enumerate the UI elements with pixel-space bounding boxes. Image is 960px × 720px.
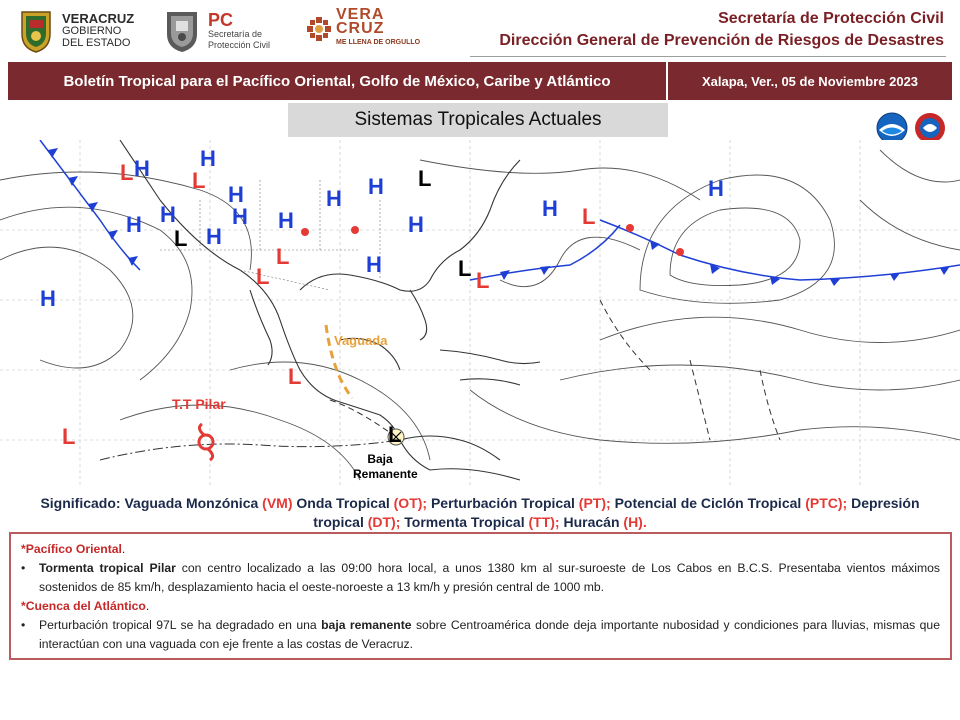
header-divider <box>470 56 946 57</box>
svg-text:L: L <box>388 422 402 447</box>
svg-text:H: H <box>228 182 244 207</box>
notes-box <box>9 532 952 660</box>
organization-title <box>499 8 944 52</box>
veracruz-logo-line1: VERACRUZ <box>62 11 135 26</box>
svg-text:H: H <box>368 174 384 199</box>
veracruz-emblem-icon <box>306 16 332 42</box>
svg-text:H: H <box>542 196 558 221</box>
pc-logo-line1: Secretaría de <box>208 29 263 39</box>
legend-prefix: Significado: <box>40 495 121 511</box>
svg-text:L: L <box>288 364 302 389</box>
svg-text:H: H <box>708 176 724 201</box>
proteccion-civil-logo <box>162 8 270 54</box>
atlantic-remnant: baja remanente <box>321 618 412 632</box>
veracruz-shield-icon <box>16 8 56 54</box>
svg-text:H: H <box>200 146 216 171</box>
svg-text:H: H <box>366 252 382 277</box>
baja-label-line2: Remanente <box>353 467 418 481</box>
veracruz-orgullo-logo <box>306 8 420 50</box>
legend-item-ptc: Potencial de Ciclón Tropical (PTC); <box>614 495 848 511</box>
baja-remanente-label <box>353 452 418 482</box>
legend-item-dt: Depresión tropical (DT); <box>313 495 920 530</box>
svg-text:H: H <box>278 208 294 233</box>
bullet-dot: • <box>21 561 26 575</box>
pc-logo-line2: Protección Civil <box>208 40 271 50</box>
baja-label-line1: Baja <box>367 452 393 466</box>
tt-pilar-label: T.T Pilar <box>172 396 226 412</box>
surface-analysis-map <box>0 140 960 485</box>
vc-logo-line1: VERA <box>336 6 385 23</box>
veracruz-logo-line3: DEL ESTADO <box>62 37 131 49</box>
org-title-line1: Secretaría de Protección Civil <box>718 10 944 27</box>
bullet-dot: • <box>21 618 26 632</box>
legend-item-ot: Onda Tropical (OT); <box>296 495 428 511</box>
atlantic-bullet <box>21 616 940 654</box>
atlantic-text-2: sobre Centroamérica donde deja importante nubosidad y condiciones para lluvias, mismas que interactúan con una vaguada con eje frente a las costas de Veracruz. <box>39 618 940 651</box>
svg-text:L: L <box>458 256 472 281</box>
legend-item-vm: Vaguada Monzónica (VM) <box>124 495 293 511</box>
vc-logo-tagline: ME LLENA DE ORGULLO <box>336 39 421 46</box>
svg-text:L: L <box>476 268 490 293</box>
legend-item-pt: Perturbación Tropical (PT); <box>430 495 611 511</box>
map-legend <box>40 494 920 532</box>
section-title: Sistemas Tropicales Actuales <box>288 103 668 137</box>
svg-text:L: L <box>582 204 596 229</box>
svg-text:H: H <box>126 212 142 237</box>
bulletin-title: Boletín Tropical para el Pacífico Oriental, Golfo de México, Caribe y Atlántico <box>8 62 668 100</box>
pacific-heading: *Pacífico Oriental. <box>21 542 126 556</box>
legend-item-tt: Tormenta Tropical (TT); <box>404 514 560 530</box>
legend-item-h: Huracán (H). <box>563 514 647 530</box>
atlantic-text-1: Perturbación tropical 97L se ha degradado en una <box>39 618 322 632</box>
svg-text:H: H <box>232 204 248 229</box>
vc-logo-line2: CRUZ <box>336 20 385 37</box>
svg-text:H: H <box>206 224 222 249</box>
pacific-bullet <box>21 559 940 597</box>
veracruz-logo-line2: GOBIERNO <box>62 25 122 37</box>
bulletin-bar <box>8 62 952 100</box>
bulletin-date: Xalapa, Ver., 05 de Noviembre 2023 <box>701 73 919 89</box>
pacific-text: con centro localizado a las 09:00 hora local, a unos 1380 km al sur-suroeste de Los Cabos en B.C.S. Presentaba vientos máximos sostenidos de 85 km/h, desplazamiento hacia el oeste-noroeste a 13 km/h y presión central de 1000 mb. <box>39 561 940 594</box>
org-title-line2: Dirección General de Prevención de Riesgos de Desastres <box>499 32 944 49</box>
svg-text:L: L <box>174 226 188 251</box>
pc-logo-title: PC <box>208 10 234 30</box>
svg-text:H: H <box>160 202 176 227</box>
svg-text:H: H <box>408 212 424 237</box>
svg-text:L: L <box>256 264 270 289</box>
svg-text:L: L <box>62 424 76 449</box>
svg-text:H: H <box>326 186 342 211</box>
map-canvas <box>0 140 960 485</box>
svg-text:L: L <box>192 168 206 193</box>
svg-text:H: H <box>40 286 56 311</box>
vaguada-label: Vaguada <box>334 333 388 348</box>
svg-text:L: L <box>418 166 432 191</box>
pacific-storm-name: Tormenta tropical Pilar <box>39 561 176 575</box>
svg-text:L: L <box>120 160 134 185</box>
pc-shield-icon <box>162 8 202 54</box>
svg-text:L: L <box>276 244 290 269</box>
veracruz-government-logo <box>16 8 134 54</box>
svg-text:H: H <box>134 156 150 181</box>
atlantic-heading: *Cuenca del Atlántico. <box>21 599 150 613</box>
